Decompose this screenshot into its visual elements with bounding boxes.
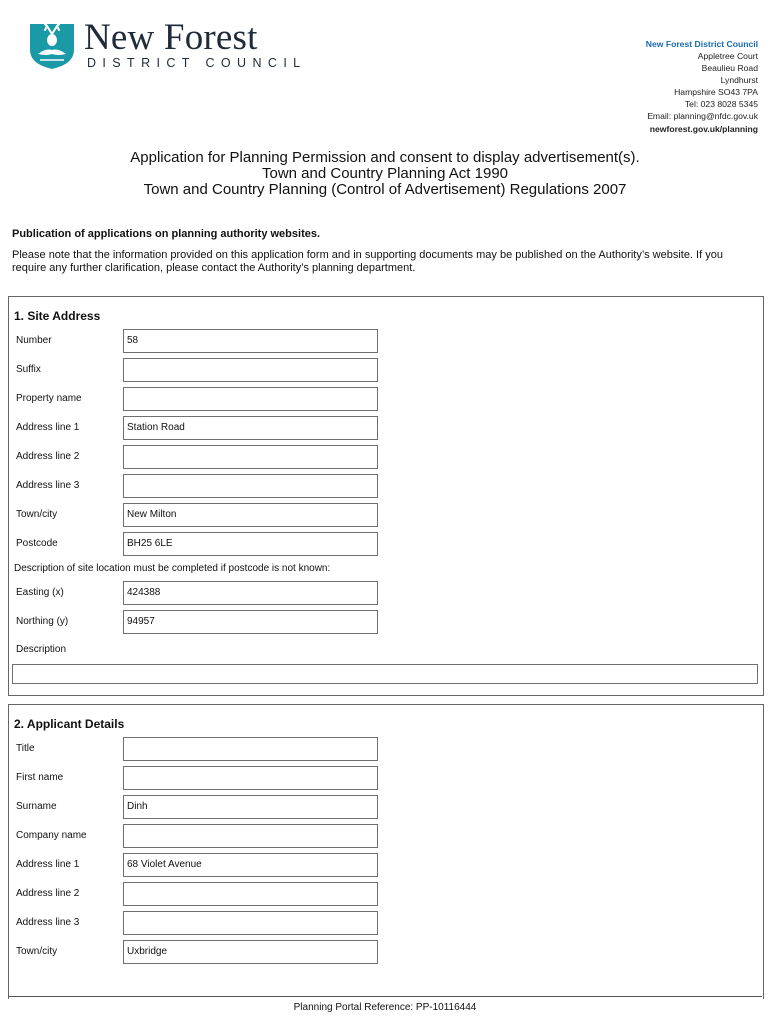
- publication-text: Please note that the information provided on this application form and in supporting documents may be published on the Authority’s website. If you require any further clarification, please contact the Authority’s planning department.: [12, 249, 723, 274]
- contact-website: newforest.gov.uk/planning: [649, 124, 758, 134]
- section-title: 1. Site Address: [14, 309, 101, 323]
- field-label: Northing (y): [16, 616, 69, 627]
- council-logo: [26, 18, 306, 74]
- address-line-2-field[interactable]: [123, 445, 378, 469]
- address-line-3-field[interactable]: [123, 474, 378, 498]
- address-line-1-field[interactable]: Station Road: [123, 416, 378, 440]
- contact-tel: Tel: 023 8028 5345: [684, 99, 758, 109]
- northing-row: [9, 610, 763, 636]
- footer-divider: [8, 996, 762, 997]
- section-title: 2. Applicant Details: [14, 717, 125, 731]
- site-address-section: [8, 296, 764, 696]
- applicant-address-line-1-field[interactable]: 68 Violet Avenue: [123, 853, 378, 877]
- address-line-1-row: [9, 416, 763, 442]
- applicant-address-line-1-row: [9, 853, 763, 879]
- property-name-field[interactable]: [123, 387, 378, 411]
- company-name-row: [9, 824, 763, 850]
- field-label: Town/city: [16, 946, 58, 957]
- number-row: [9, 329, 763, 355]
- description-field[interactable]: [12, 664, 758, 684]
- applicant-address-line-3-field[interactable]: [123, 911, 378, 935]
- applicant-address-line-2-field[interactable]: [123, 882, 378, 906]
- field-label: Address line 1: [16, 859, 80, 870]
- title-field[interactable]: [123, 737, 378, 761]
- portal-reference: Planning Portal Reference: PP-10116444: [293, 1002, 477, 1013]
- town-city-row: [9, 503, 763, 529]
- address-line-2-row: [9, 445, 763, 471]
- number-field[interactable]: 58: [123, 329, 378, 353]
- northing-field[interactable]: 94957: [123, 610, 378, 634]
- contact-address-line: Lyndhurst: [720, 75, 758, 85]
- applicant-address-line-2-row: [9, 882, 763, 908]
- contact-address-line: Beaulieu Road: [701, 63, 758, 73]
- first-name-row: [9, 766, 763, 792]
- easting-field[interactable]: 424388: [123, 581, 378, 605]
- title-row: [9, 737, 763, 763]
- field-label: Suffix: [16, 364, 41, 375]
- form-title-line: Town and Country Planning Act 1990: [262, 165, 508, 182]
- contact-address-line: Hampshire SO43 7PA: [674, 87, 758, 97]
- field-label: Postcode: [16, 538, 58, 549]
- surname-row: [9, 795, 763, 821]
- location-note: Description of site location must be completed if postcode is not known:: [14, 563, 331, 574]
- field-label: Number: [16, 335, 52, 346]
- field-label: Company name: [16, 830, 87, 841]
- contact-email: Email: planning@nfdc.gov.uk: [647, 111, 758, 121]
- easting-row: [9, 581, 763, 607]
- applicant-town-city-row: [9, 940, 763, 966]
- address-line-3-row: [9, 474, 763, 500]
- field-label: Title: [16, 743, 35, 754]
- first-name-field[interactable]: [123, 766, 378, 790]
- company-name-field[interactable]: [123, 824, 378, 848]
- form-title-line: Application for Planning Permission and consent to display advertisement(s).: [130, 149, 640, 166]
- suffix-row: [9, 358, 763, 384]
- form-title-line: Town and Country Planning (Control of Advertisement) Regulations 2007: [143, 181, 627, 198]
- applicant-address-line-3-row: [9, 911, 763, 937]
- contact-org: New Forest District Council: [645, 39, 758, 49]
- publication-heading: Publication of applications on planning authority websites.: [12, 228, 321, 240]
- field-label: Address line 2: [16, 888, 80, 899]
- applicant-town-city-field[interactable]: Uxbridge: [123, 940, 378, 964]
- surname-field[interactable]: Dinh: [123, 795, 378, 819]
- contact-address-line: Appletree Court: [697, 51, 758, 61]
- town-city-field[interactable]: New Milton: [123, 503, 378, 527]
- suffix-field[interactable]: [123, 358, 378, 382]
- field-label: Address line 3: [16, 917, 80, 928]
- field-label: Surname: [16, 801, 57, 812]
- stag-crest-icon: [26, 20, 78, 70]
- description-label: Description: [16, 644, 67, 655]
- field-label: Address line 2: [16, 451, 80, 462]
- logo-name: New Forest: [84, 17, 258, 58]
- field-label: Property name: [16, 393, 82, 404]
- logo-subtitle: DISTRICT COUNCIL: [87, 56, 307, 70]
- applicant-details-section: [8, 704, 764, 999]
- property-name-row: [9, 387, 763, 413]
- field-label: Easting (x): [16, 587, 64, 598]
- field-label: Address line 1: [16, 422, 80, 433]
- form-title: [0, 150, 770, 198]
- postcode-row: [9, 532, 763, 558]
- field-label: First name: [16, 772, 64, 783]
- contact-block: [646, 38, 758, 135]
- field-label: Address line 3: [16, 480, 80, 491]
- postcode-field[interactable]: BH25 6LE: [123, 532, 378, 556]
- field-label: Town/city: [16, 509, 58, 520]
